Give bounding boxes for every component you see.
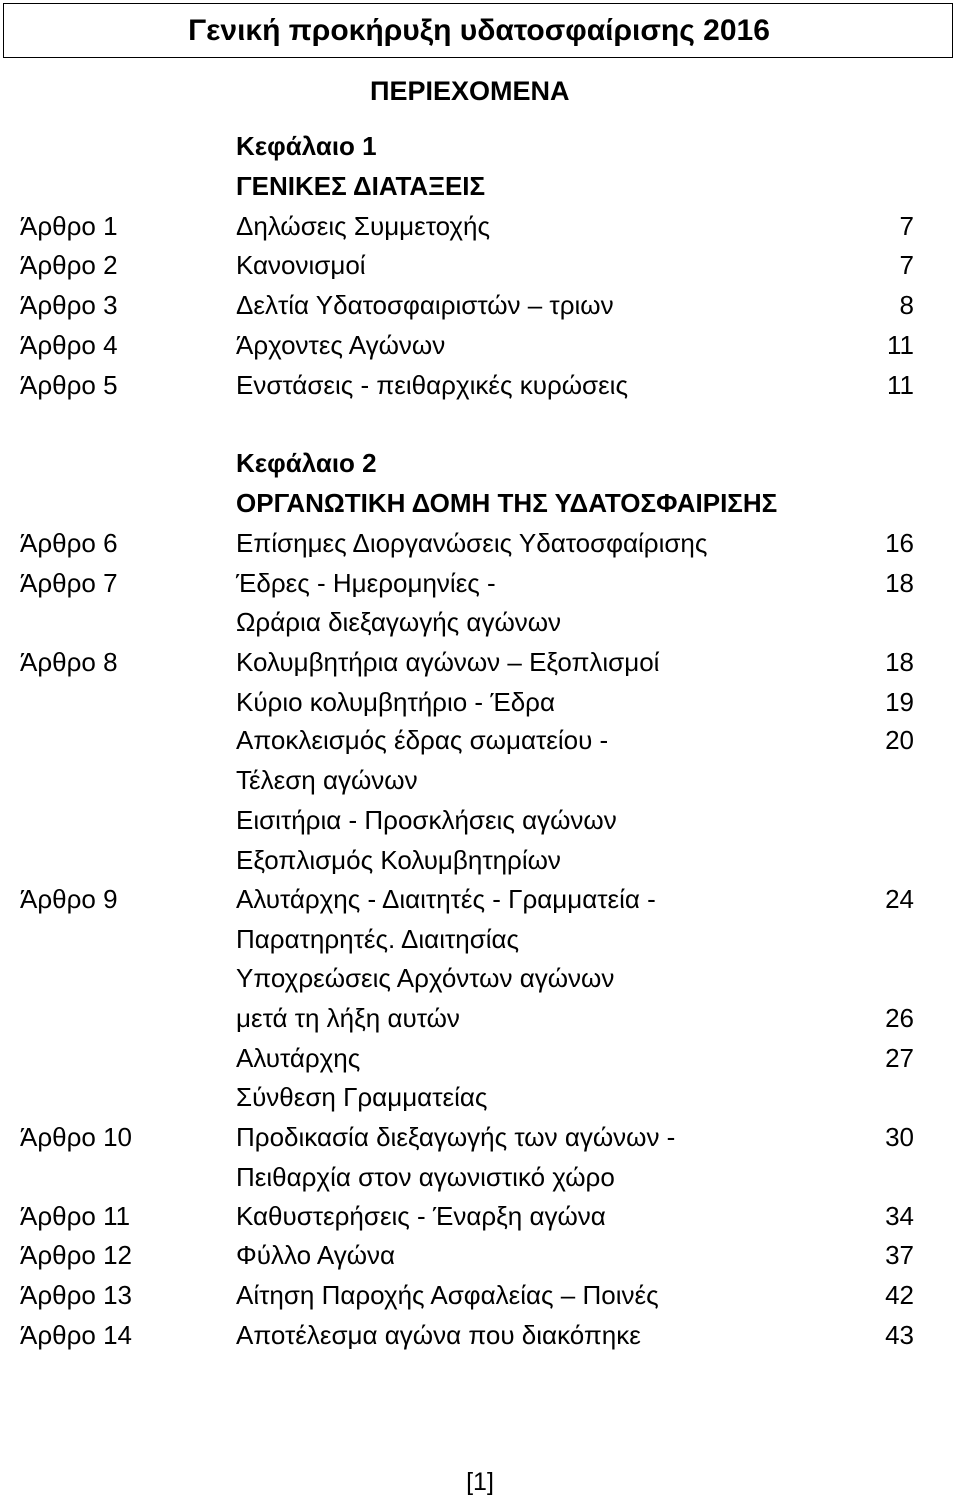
- chapter-heading: ΟΡΓΑΝΩΤΙΚΗ ΔΟΜΗ ΤΗΣ ΥΔΑΤΟΣΦΑΙΡΙΣΗΣ: [236, 488, 778, 518]
- chapter-heading-row: [0, 445, 960, 485]
- toc-row: [0, 1040, 960, 1080]
- chapter-heading: Κεφάλαιο 1: [236, 131, 377, 161]
- page-ref: 11: [887, 370, 914, 400]
- toc-row: [0, 842, 960, 882]
- article-label: Άρθρο 5: [20, 370, 118, 400]
- article-label: Άρθρο 1: [20, 211, 118, 241]
- article-label: Άρθρο 8: [20, 647, 118, 677]
- entry-title: μετά τη λήξη αυτών: [236, 1003, 460, 1033]
- chapter-heading: Κεφάλαιο 2: [236, 448, 377, 478]
- article-label: Άρθρο 14: [20, 1320, 132, 1350]
- page-ref: 18: [885, 647, 914, 677]
- page-ref: 20: [885, 725, 914, 755]
- page-ref: 26: [885, 1003, 914, 1033]
- toc-row: [0, 1317, 960, 1357]
- page-ref: 27: [885, 1043, 914, 1073]
- entry-title: Ενστάσεις - πειθαρχικές κυρώσεις: [236, 370, 628, 400]
- entry-title: Αίτηση Παροχής Ασφαλείας – Ποινές: [236, 1280, 659, 1310]
- page-ref: 24: [885, 884, 914, 914]
- entry-title: Αλυτάρχης - Διαιτητές - Γραμματεία -: [236, 884, 656, 914]
- document-title: Γενική προκήρυξη υδατοσφαίρισης 2016: [188, 14, 770, 47]
- toc-row: [0, 565, 960, 605]
- contents-heading: ΠΕΡΙΕΧΟΜΕΝΑ: [370, 76, 570, 106]
- toc-row: [0, 1000, 960, 1040]
- entry-title: Ωράρια διεξαγωγής αγώνων: [236, 607, 562, 637]
- entry-title: Επίσημες Διοργανώσεις Υδατοσφαίρισης: [236, 528, 708, 558]
- page-ref: 16: [885, 528, 914, 558]
- entry-title: Εξοπλισμός Κολυμβητηρίων: [236, 845, 561, 875]
- entry-title: Υποχρεώσεις Αρχόντων αγώνων: [236, 963, 615, 993]
- entry-title: Φύλλο Αγώνα: [236, 1240, 396, 1270]
- chapter-heading-row: [0, 168, 960, 208]
- article-label: Άρθρο 10: [20, 1122, 132, 1152]
- entry-title: Άρχοντες Αγώνων: [236, 330, 446, 360]
- entry-title: Εισιτήρια - Προσκλήσεις αγώνων: [236, 805, 617, 835]
- toc-row: [0, 247, 960, 287]
- toc-row: [0, 684, 960, 724]
- toc-row: [0, 525, 960, 565]
- toc-row: [0, 1198, 960, 1238]
- page-ref: 7: [899, 250, 914, 280]
- entry-title: Κανονισμοί: [236, 250, 366, 280]
- toc-row: [0, 921, 960, 961]
- article-label: Άρθρο 6: [20, 528, 118, 558]
- article-label: Άρθρο 7: [20, 568, 118, 598]
- entry-title: Δελτία Υδατοσφαιριστών – τριων: [236, 290, 614, 320]
- entry-title: Αποκλεισμός έδρας σωματείου -: [236, 725, 609, 755]
- entry-title: Αποτέλεσμα αγώνα που διακόπηκε: [236, 1320, 641, 1350]
- page-ref: 11: [887, 330, 914, 360]
- article-label: Άρθρο 2: [20, 250, 118, 280]
- entry-title: Σύνθεση Γραμματείας: [236, 1082, 488, 1112]
- entry-title: Καθυστερήσεις - Έναρξη αγώνα: [236, 1201, 606, 1231]
- article-label: Άρθρο 9: [20, 884, 118, 914]
- article-label: Άρθρο 13: [20, 1280, 132, 1310]
- chapter-heading-row: [0, 128, 960, 168]
- page-ref: 7: [899, 211, 914, 241]
- page-ref: 42: [885, 1280, 914, 1310]
- toc-row: [0, 327, 960, 367]
- entry-title: Προδικασία διεξαγωγής των αγώνων -: [236, 1122, 676, 1152]
- toc-row: [0, 644, 960, 684]
- entry-title: Δηλώσεις Συμμετοχής: [236, 211, 491, 241]
- entry-title: Κολυμβητήρια αγώνων – Εξοπλισμοί: [236, 647, 660, 677]
- page-ref: 37: [885, 1240, 914, 1270]
- title-box: [3, 3, 953, 58]
- toc-row: [0, 1237, 960, 1277]
- toc-row: [0, 802, 960, 842]
- toc-row: [0, 960, 960, 1000]
- toc-row: [0, 1119, 960, 1159]
- entry-title: Πειθαρχία στον αγωνιστικό χώρο: [236, 1162, 615, 1192]
- page-ref: 18: [885, 568, 914, 598]
- toc-row: [0, 604, 960, 644]
- toc-row: [0, 1079, 960, 1119]
- page-number: [1]: [466, 1468, 494, 1496]
- page-ref: 34: [885, 1201, 914, 1231]
- article-label: Άρθρο 3: [20, 290, 118, 320]
- page-ref: 19: [885, 687, 914, 717]
- entry-title: Τέλεση αγώνων: [236, 765, 418, 795]
- toc-row: [0, 722, 960, 762]
- entry-title: Κύριο κολυμβητήριο - Έδρα: [236, 687, 555, 717]
- page-ref: 8: [899, 290, 914, 320]
- entry-title: Αλυτάρχης: [236, 1043, 361, 1073]
- chapter-heading-row: [0, 485, 960, 525]
- page-ref: 30: [885, 1122, 914, 1152]
- toc-row: [0, 287, 960, 327]
- chapter-heading: ΓΕΝΙΚΕΣ ΔΙΑΤΑΞΕΙΣ: [236, 171, 486, 201]
- article-label: Άρθρο 12: [20, 1240, 132, 1270]
- toc-row: [0, 208, 960, 248]
- toc-row: [0, 762, 960, 802]
- article-label: Άρθρο 4: [20, 330, 118, 360]
- toc-row: [0, 881, 960, 921]
- toc-row: [0, 1159, 960, 1199]
- article-label: Άρθρο 11: [20, 1201, 131, 1231]
- toc-row: [0, 367, 960, 407]
- entry-title: Παρατηρητές. Διαιτησίας: [236, 924, 520, 954]
- entry-title: Έδρες - Ημερομηνίες -: [236, 568, 496, 598]
- toc-row: [0, 1277, 960, 1317]
- page-ref: 43: [885, 1320, 914, 1350]
